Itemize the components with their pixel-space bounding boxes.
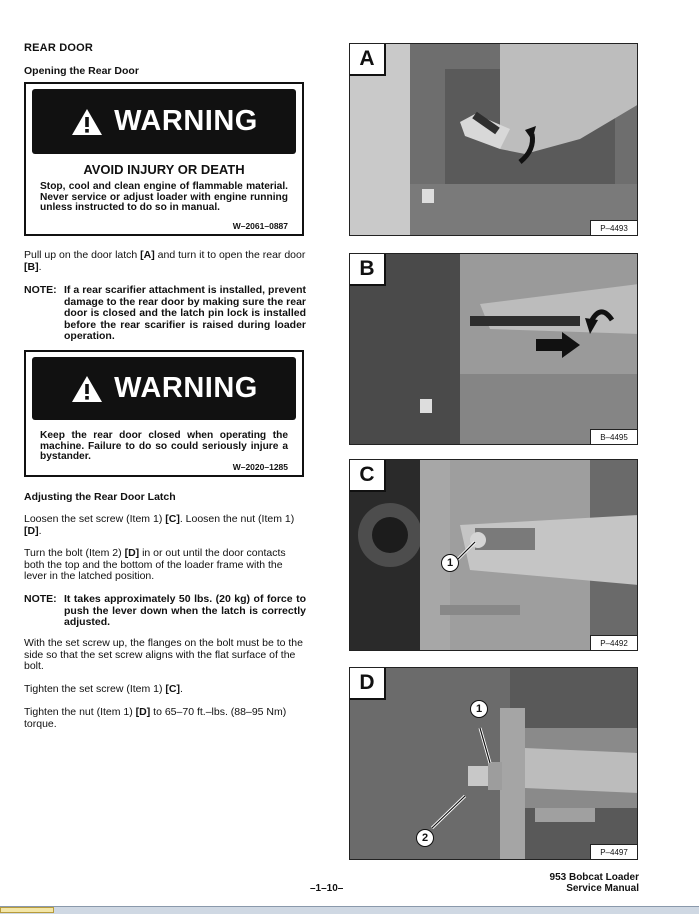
warning-triangle-icon bbox=[70, 374, 104, 404]
photo-code: P–4497 bbox=[590, 844, 637, 859]
photo-c bbox=[349, 459, 638, 651]
note-label: NOTE: bbox=[24, 593, 57, 605]
warning-code: W–2061–0887 bbox=[232, 221, 288, 231]
photo-tag: D bbox=[350, 668, 386, 700]
photo-d bbox=[349, 667, 638, 860]
warning-triangle-icon bbox=[70, 107, 104, 137]
warning-word: WARNING bbox=[114, 372, 258, 404]
warning-box-2 bbox=[24, 350, 304, 477]
note-label: NOTE: bbox=[24, 284, 57, 296]
footer-model: 953 Bobcat Loader Service Manual bbox=[549, 872, 639, 894]
warning-body: Keep the rear door closed when operating the machine. Failure to do so could seriously injure a bystander. bbox=[40, 430, 288, 463]
photo-tag: A bbox=[350, 44, 386, 76]
paragraph-loosen: Loosen the set screw (Item 1) [C]. Loosen the nut (Item 1) [D]. bbox=[24, 513, 295, 537]
paragraph-flanges: With the set screw up, the flanges on the bolt must be to the side so that the set screw aligns with the flat surface of the bolt. bbox=[24, 637, 303, 672]
note-body: It takes approximately 50 lbs. (20 kg) of force to push the lever down when the latch is correctly adjusted. bbox=[64, 593, 306, 628]
warning-banner bbox=[32, 357, 296, 420]
note-1 bbox=[24, 285, 306, 343]
photo-a-image bbox=[350, 44, 638, 236]
photo-code: P–4493 bbox=[590, 220, 637, 235]
viewer-tab[interactable] bbox=[0, 907, 54, 913]
photo-b bbox=[349, 253, 638, 445]
warning-box-1 bbox=[24, 82, 304, 236]
photo-tag: B bbox=[350, 254, 386, 286]
paragraph-tighten-nut: Tighten the nut (Item 1) [D] to 65–70 ft.–lbs. (88–95 Nm) torque. bbox=[24, 706, 287, 730]
paragraph-open-door: Pull up on the door latch [A] and turn it to open the rear door [B]. bbox=[24, 249, 306, 273]
warning-body: Stop, cool and clean engine of flammable material. Never service or adjust loader with engine running unless instructed to do so in manual. bbox=[40, 181, 288, 214]
callout-2: 2 bbox=[416, 829, 434, 847]
opening-heading: Opening the Rear Door bbox=[24, 65, 139, 77]
paragraph-turn-bolt: Turn the bolt (Item 2) [D] in or out until the door contacts both the top and the bottom of the loader frame with the lever in the latched position. bbox=[24, 547, 286, 582]
adjust-heading: Adjusting the Rear Door Latch bbox=[24, 491, 176, 503]
photo-c-image bbox=[350, 460, 638, 651]
paragraph-tighten-screw: Tighten the set screw (Item 1) [C]. bbox=[24, 683, 183, 695]
note-body: If a rear scarifier attachment is installed, prevent damage to the rear door by making sure the rear door is closed and the latch pin lock is installed before the rear scarifier is raised during loader operation. bbox=[64, 284, 306, 342]
photo-code: P–4492 bbox=[590, 635, 637, 650]
photo-code: B–4495 bbox=[590, 429, 637, 444]
note-2 bbox=[24, 594, 306, 629]
warning-word: WARNING bbox=[114, 105, 258, 137]
photo-b-image bbox=[350, 254, 638, 445]
section-title: REAR DOOR bbox=[24, 42, 94, 54]
warning-headline: AVOID INJURY OR DEATH bbox=[83, 162, 245, 177]
callout-1: 1 bbox=[470, 700, 488, 718]
warning-banner bbox=[32, 89, 296, 154]
photo-a bbox=[349, 43, 638, 236]
photo-d-image bbox=[350, 668, 638, 860]
photo-tag: C bbox=[350, 460, 386, 492]
callout-1: 1 bbox=[441, 554, 459, 572]
page-number: –1–10– bbox=[310, 883, 344, 894]
warning-code: W–2020–1285 bbox=[232, 462, 288, 472]
